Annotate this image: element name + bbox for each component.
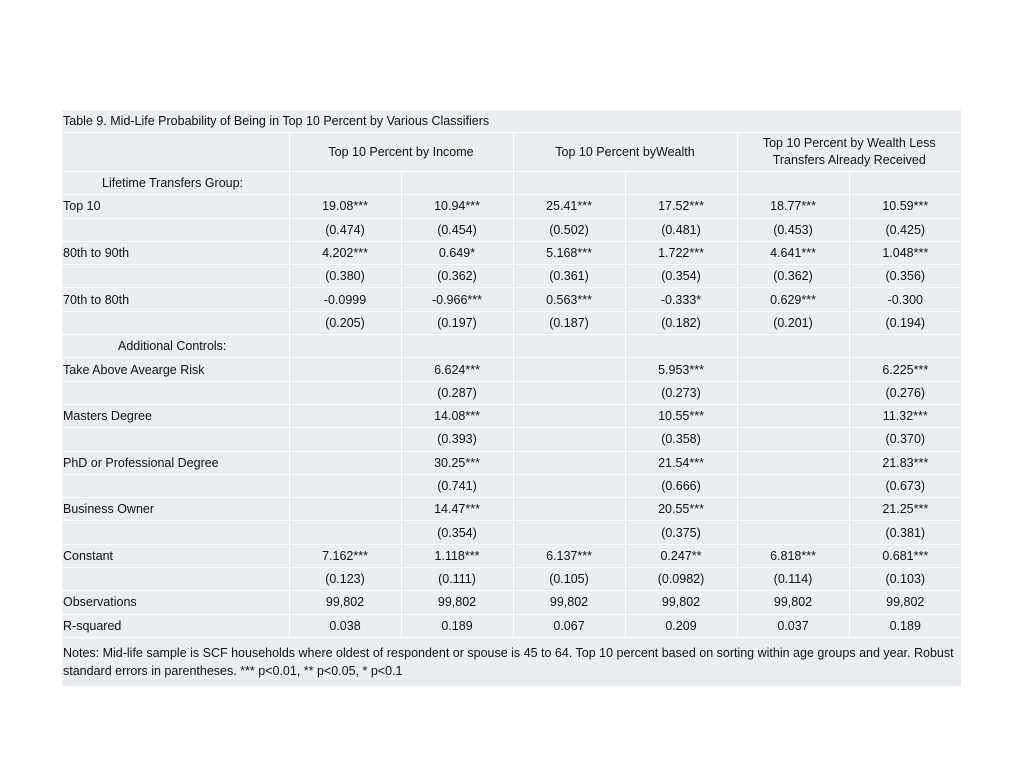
table-cell: 14.08*** (401, 404, 513, 427)
table-cell: 99,802 (625, 591, 737, 614)
table-cell: 0.209 (625, 614, 737, 637)
table-cell: 6.818*** (737, 544, 849, 567)
table-row (62, 591, 961, 614)
table-notes: Notes: Mid-life sample is SCF households where oldest of respondent or spouse is 45 to 64. Top 10 percent based on sorting within age groups and year. Robust standard errors in parentheses. *** p<0.01, ** p<0.05, * p<0.1 (63, 645, 954, 678)
table-cell (289, 404, 401, 427)
table-cell (737, 474, 849, 497)
table-cell: (0.393) (401, 428, 513, 451)
table-cell: (0.287) (401, 381, 513, 404)
regression-table-container (62, 110, 961, 686)
row-label (62, 265, 289, 288)
table-cell: 25.41*** (513, 195, 625, 218)
table-cell: -0.966*** (401, 288, 513, 311)
table-cell: (0.380) (289, 265, 401, 288)
table-row (62, 568, 961, 591)
table-cell: (0.481) (625, 218, 737, 241)
table-row (62, 381, 961, 404)
table-cell: (0.362) (401, 265, 513, 288)
table-cell: (0.103) (849, 568, 961, 591)
row-label (62, 474, 289, 497)
table-cell (289, 521, 401, 544)
table-cell (737, 404, 849, 427)
table-cell (513, 521, 625, 544)
table-cell: 0.629*** (737, 288, 849, 311)
table-cell: (0.453) (737, 218, 849, 241)
table-row (62, 288, 961, 311)
row-label: Business Owner (62, 498, 289, 521)
row-label: Constant (62, 544, 289, 567)
table-cell: (0.741) (401, 474, 513, 497)
table-row (62, 195, 961, 218)
row-label: Top 10 (62, 195, 289, 218)
table-cell: 0.189 (401, 614, 513, 637)
table-cell: -0.0999 (289, 288, 401, 311)
row-label (62, 568, 289, 591)
table-cell: (0.182) (625, 311, 737, 334)
table-cell: (0.362) (737, 265, 849, 288)
header-wealth: Top 10 Percent byWealth (513, 133, 737, 172)
table-cell (737, 451, 849, 474)
header-wealth-less-transfers: Top 10 Percent by Wealth Less Transfers Already Received (737, 133, 961, 172)
table-cell (289, 381, 401, 404)
row-label: 80th to 90th (62, 241, 289, 264)
table-cell: (0.0982) (625, 568, 737, 591)
table-cell: 17.52*** (625, 195, 737, 218)
section-row (62, 172, 961, 195)
table-cell: (0.354) (401, 521, 513, 544)
table-cell: 18.77*** (737, 195, 849, 218)
table-cell: (0.114) (737, 568, 849, 591)
table-cell: (0.370) (849, 428, 961, 451)
table-cell: (0.354) (625, 265, 737, 288)
header-blank (62, 133, 289, 172)
row-label: R-squared (62, 614, 289, 637)
table-cell: 99,802 (401, 591, 513, 614)
table-cell: (0.187) (513, 311, 625, 334)
table-cell: (0.105) (513, 568, 625, 591)
row-label: Observations (62, 591, 289, 614)
row-label: Masters Degree (62, 404, 289, 427)
table-cell (737, 498, 849, 521)
table-row (62, 358, 961, 381)
header-row (62, 133, 961, 172)
table-cell: (0.356) (849, 265, 961, 288)
table-cell: (0.273) (625, 381, 737, 404)
table-cell (513, 451, 625, 474)
table-cell: 4.641*** (737, 241, 849, 264)
table-cell: 21.83*** (849, 451, 961, 474)
table-cell (513, 381, 625, 404)
notes-row (62, 637, 961, 686)
table-row (62, 544, 961, 567)
table-cell: 99,802 (737, 591, 849, 614)
row-label: 70th to 80th (62, 288, 289, 311)
table-row (62, 404, 961, 427)
table-cell (289, 358, 401, 381)
table-cell: (0.123) (289, 568, 401, 591)
table-cell: 10.55*** (625, 404, 737, 427)
table-cell: 21.25*** (849, 498, 961, 521)
table-row (62, 218, 961, 241)
table-cell: 6.624*** (401, 358, 513, 381)
table-cell: 30.25*** (401, 451, 513, 474)
table-cell: 99,802 (289, 591, 401, 614)
table-cell: 6.225*** (849, 358, 961, 381)
table-cell (513, 428, 625, 451)
table-cell (289, 451, 401, 474)
table-row (62, 265, 961, 288)
table-cell (513, 404, 625, 427)
section-label-controls: Additional Controls: (62, 335, 289, 358)
table-cell: 0.038 (289, 614, 401, 637)
table-cell: -0.300 (849, 288, 961, 311)
table-cell: 6.137*** (513, 544, 625, 567)
table-cell: 7.162*** (289, 544, 401, 567)
table-cell: 0.067 (513, 614, 625, 637)
table-cell: 0.563*** (513, 288, 625, 311)
table-cell: 19.08*** (289, 195, 401, 218)
table-row (62, 498, 961, 521)
table-cell: 4.202*** (289, 241, 401, 264)
table-cell: 1.118*** (401, 544, 513, 567)
table-cell (289, 498, 401, 521)
table-cell: 20.55*** (625, 498, 737, 521)
table-cell: 0.681*** (849, 544, 961, 567)
table-cell (513, 358, 625, 381)
regression-table (62, 110, 961, 686)
table-cell: 1.722*** (625, 241, 737, 264)
table-cell: (0.425) (849, 218, 961, 241)
table-cell: 10.59*** (849, 195, 961, 218)
table-cell: (0.361) (513, 265, 625, 288)
table-row (62, 428, 961, 451)
table-cell: -0.333* (625, 288, 737, 311)
table-cell (513, 498, 625, 521)
table-cell: 1.048*** (849, 241, 961, 264)
table-cell: 5.168*** (513, 241, 625, 264)
table-cell: (0.111) (401, 568, 513, 591)
table-cell: (0.454) (401, 218, 513, 241)
row-label (62, 381, 289, 404)
table-cell: (0.276) (849, 381, 961, 404)
row-label: PhD or Professional Degree (62, 451, 289, 474)
table-cell: 0.189 (849, 614, 961, 637)
row-label: Take Above Avearge Risk (62, 358, 289, 381)
title-row (62, 110, 961, 133)
table-cell: 0.037 (737, 614, 849, 637)
row-label (62, 311, 289, 334)
table-row (62, 521, 961, 544)
row-label (62, 218, 289, 241)
table-cell: (0.197) (401, 311, 513, 334)
table-cell: 10.94*** (401, 195, 513, 218)
table-title: Table 9. Mid-Life Probability of Being in Top 10 Percent by Various Classifiers (62, 110, 961, 133)
row-label (62, 521, 289, 544)
table-cell: (0.201) (737, 311, 849, 334)
section-label-transfers: Lifetime Transfers Group: (62, 172, 289, 195)
table-cell: (0.358) (625, 428, 737, 451)
table-cell: (0.666) (625, 474, 737, 497)
row-label (62, 428, 289, 451)
table-cell: (0.375) (625, 521, 737, 544)
table-cell (737, 381, 849, 404)
table-cell (289, 428, 401, 451)
table-cell: 11.32*** (849, 404, 961, 427)
table-cell (289, 474, 401, 497)
table-cell (737, 358, 849, 381)
table-cell: 99,802 (849, 591, 961, 614)
section-row (62, 335, 961, 358)
table-cell: 5.953*** (625, 358, 737, 381)
table-row (62, 614, 961, 637)
table-cell: (0.194) (849, 311, 961, 334)
table-cell: (0.381) (849, 521, 961, 544)
table-cell: 14.47*** (401, 498, 513, 521)
table-cell (737, 521, 849, 544)
table-cell (737, 428, 849, 451)
table-cell: (0.502) (513, 218, 625, 241)
table-row (62, 474, 961, 497)
table-cell: (0.474) (289, 218, 401, 241)
table-row (62, 241, 961, 264)
table-row (62, 451, 961, 474)
table-cell: (0.673) (849, 474, 961, 497)
table-row (62, 311, 961, 334)
table-cell: 21.54*** (625, 451, 737, 474)
table-cell: 0.247** (625, 544, 737, 567)
table-cell: 0.649* (401, 241, 513, 264)
table-cell (513, 474, 625, 497)
table-cell: 99,802 (513, 591, 625, 614)
header-income: Top 10 Percent by Income (289, 133, 513, 172)
table-cell: (0.205) (289, 311, 401, 334)
